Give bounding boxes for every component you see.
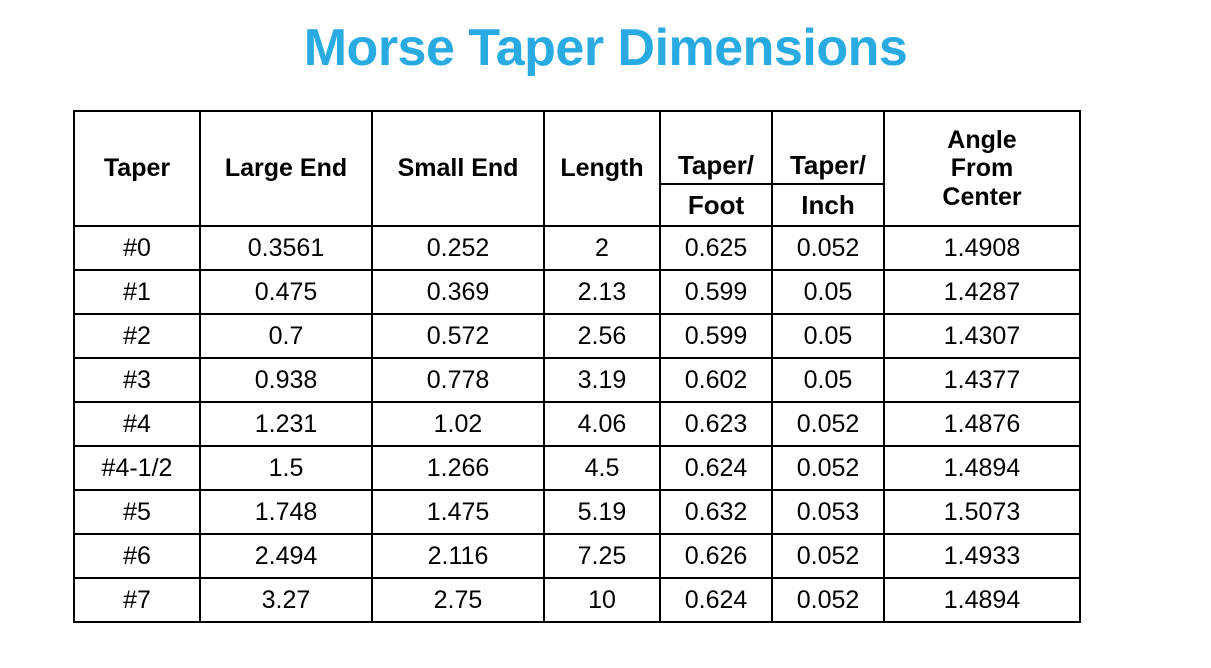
angle-label-line1: Angle [947, 126, 1017, 155]
table-row [74, 446, 1080, 490]
cell-length: 4.06 [544, 402, 660, 446]
cell-length: 10 [544, 578, 660, 622]
table-row [74, 402, 1080, 446]
cell-taper: #4-1/2 [74, 446, 200, 490]
column-header-length: Length [544, 111, 660, 226]
table-header [74, 111, 1080, 226]
cell-taper: #7 [74, 578, 200, 622]
column-header-taper-per-inch [772, 111, 884, 226]
column-header-small-end: Small End [372, 111, 544, 226]
table-row [74, 358, 1080, 402]
cell-angle-from-center: 1.4894 [884, 446, 1080, 490]
cell-taper-per-inch: 0.05 [772, 270, 884, 314]
cell-small-end: 2.75 [372, 578, 544, 622]
cell-taper-per-inch: 0.05 [772, 314, 884, 358]
cell-taper-per-foot: 0.626 [660, 534, 772, 578]
cell-taper-per-foot: 0.625 [660, 226, 772, 270]
cell-taper: #6 [74, 534, 200, 578]
taper-per-foot-bottom-label: Foot [687, 190, 745, 220]
cell-large-end: 0.7 [200, 314, 372, 358]
cell-length: 2.56 [544, 314, 660, 358]
cell-large-end: 1.231 [200, 402, 372, 446]
cell-large-end: 3.27 [200, 578, 372, 622]
cell-taper-per-foot: 0.599 [660, 270, 772, 314]
table-row [74, 578, 1080, 622]
cell-taper-per-inch: 0.05 [772, 358, 884, 402]
cell-taper: #0 [74, 226, 200, 270]
cell-small-end: 0.572 [372, 314, 544, 358]
column-header-angle-from-center [884, 111, 1080, 226]
cell-taper-per-foot: 0.632 [660, 490, 772, 534]
cell-angle-from-center: 1.4933 [884, 534, 1080, 578]
cell-angle-from-center: 1.4377 [884, 358, 1080, 402]
cell-length: 3.19 [544, 358, 660, 402]
table-row [74, 226, 1080, 270]
cell-small-end: 0.778 [372, 358, 544, 402]
cell-taper-per-inch: 0.052 [772, 578, 884, 622]
cell-taper-per-inch: 0.052 [772, 402, 884, 446]
header-row [74, 111, 1080, 226]
cell-taper-per-foot: 0.624 [660, 578, 772, 622]
cell-small-end: 0.252 [372, 226, 544, 270]
cell-length: 2.13 [544, 270, 660, 314]
cell-large-end: 2.494 [200, 534, 372, 578]
cell-taper: #4 [74, 402, 200, 446]
cell-angle-from-center: 1.5073 [884, 490, 1080, 534]
cell-length: 5.19 [544, 490, 660, 534]
cell-taper-per-foot: 0.624 [660, 446, 772, 490]
cell-small-end: 1.02 [372, 402, 544, 446]
cell-taper-per-foot: 0.602 [660, 358, 772, 402]
cell-taper-per-inch: 0.052 [772, 446, 884, 490]
table-row [74, 534, 1080, 578]
cell-angle-from-center: 1.4876 [884, 402, 1080, 446]
cell-small-end: 1.475 [372, 490, 544, 534]
cell-length: 7.25 [544, 534, 660, 578]
cell-taper: #5 [74, 490, 200, 534]
cell-large-end: 1.748 [200, 490, 372, 534]
taper-per-inch-bottom-label: Inch [801, 190, 855, 220]
taper-table-container [73, 110, 1079, 623]
cell-angle-from-center: 1.4287 [884, 270, 1080, 314]
cell-small-end: 1.266 [372, 446, 544, 490]
cell-angle-from-center: 1.4894 [884, 578, 1080, 622]
page-title: Morse Taper Dimensions [303, 19, 908, 77]
cell-length: 4.5 [544, 446, 660, 490]
cell-large-end: 1.5 [200, 446, 372, 490]
angle-label-line2: From [950, 154, 1014, 183]
table-row [74, 490, 1080, 534]
cell-angle-from-center: 1.4908 [884, 226, 1080, 270]
cell-taper: #2 [74, 314, 200, 358]
cell-taper-per-foot: 0.623 [660, 402, 772, 446]
column-header-taper: Taper [74, 111, 200, 226]
cell-taper-per-inch: 0.053 [772, 490, 884, 534]
cell-small-end: 2.116 [372, 534, 544, 578]
cell-length: 2 [544, 226, 660, 270]
cell-taper: #3 [74, 358, 200, 402]
taper-per-foot-top-label: Taper/ [661, 150, 771, 185]
taper-per-inch-top-label: Taper/ [773, 150, 883, 185]
angle-label-line3: Center [942, 182, 1022, 211]
table-row [74, 314, 1080, 358]
column-header-large-end: Large End [200, 111, 372, 226]
cell-taper: #1 [74, 270, 200, 314]
table-row [74, 270, 1080, 314]
cell-large-end: 0.3561 [200, 226, 372, 270]
cell-taper-per-inch: 0.052 [772, 534, 884, 578]
column-header-taper-per-foot [660, 111, 772, 226]
morse-taper-table [73, 110, 1081, 623]
cell-large-end: 0.938 [200, 358, 372, 402]
cell-large-end: 0.475 [200, 270, 372, 314]
cell-angle-from-center: 1.4307 [884, 314, 1080, 358]
cell-taper-per-inch: 0.052 [772, 226, 884, 270]
cell-small-end: 0.369 [372, 270, 544, 314]
table-body [74, 226, 1080, 622]
cell-taper-per-foot: 0.599 [660, 314, 772, 358]
